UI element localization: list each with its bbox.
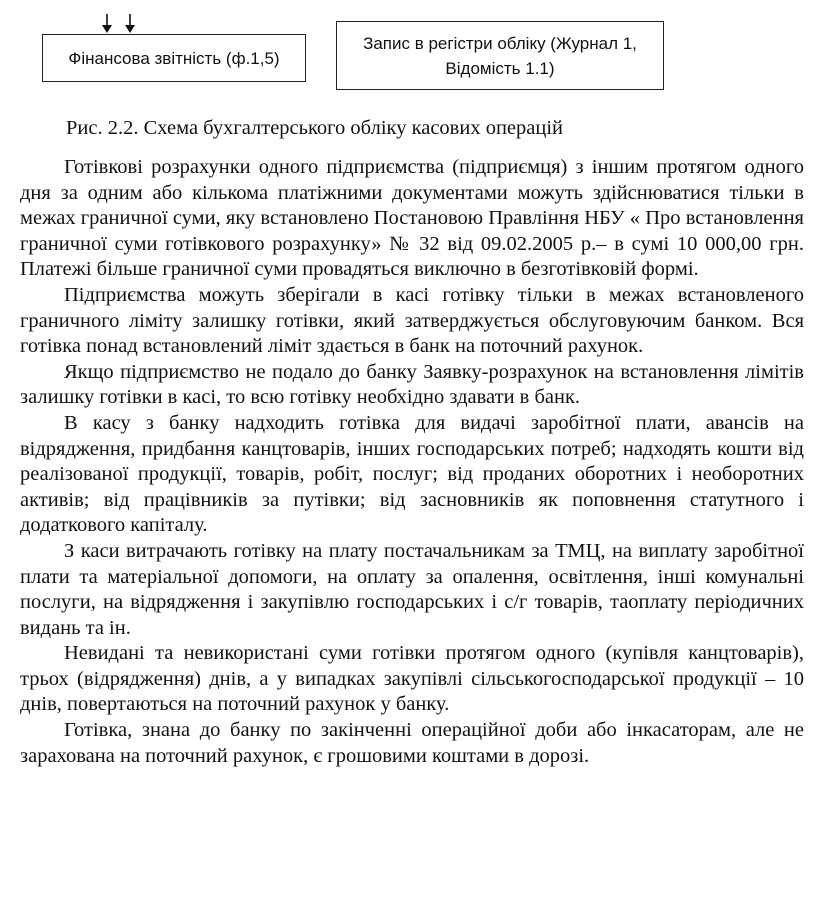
financial-statements-label: Фінансова звітність (ф.1,5)	[68, 48, 280, 68]
paragraph: З каси витрачають готівку на плату постачальникам за ТМЦ, на виплату заробітної плати та матеріальної допомоги, на оплату за опалення, освітлення, інші комунальні послуги, на відрядження і закупівлю господарських і с/г товарів, таоплату періодичних видань та ін.	[20, 539, 804, 639]
financial-statements-box	[42, 34, 306, 82]
paragraph: Якщо підприємство не подало до банку Заявку-розрахунок на встановлення лімітів залишку готівки в касі, то всю готівку необхідно здавати в банк.	[20, 360, 804, 409]
figure-caption: Рис. 2.2. Схема бухгалтерського обліку касових операцій	[66, 117, 563, 139]
paragraph: Готівкові розрахунки одного підприємства (підприємця) з іншим протягом одного дня за одним або кількома платіжними документами можуть здійснюватися тільки в межах граничної суми, яку встановлено Постановою Правління НБУ « Про встановлення граничної суми готівкового розрахунку» № 32 від 09.02.2005 р.– в сумі 10 000,00 грн. Платежі більше граничної суми провадяться виключно в безготівковій формі.	[20, 156, 804, 281]
register-entry-box	[336, 21, 664, 90]
register-entry-label-line1: Запис в регістри обліку (Журнал 1,	[363, 33, 637, 53]
register-entry-label-line2: Відомість 1.1)	[445, 58, 555, 78]
paragraph: В касу з банку надходить готівка для видачі заробітної плати, авансів на відрядження, придбання канцтоварів, інших господарських потреб; надходять кошти від реалізованої продукції, товарів, робіт, послуг; від проданих оборотних і необоротних активів; від працівників за путівки; від засновників як поповнення статутного і додаткового капіталу.	[20, 411, 804, 537]
paragraph: Готівка, знана до банку по закінченні операційної доби або інкасаторам, але не зарахована на поточний рахунок, є грошовими коштами в дорозі.	[20, 719, 804, 767]
arrow-down-icon	[101, 14, 113, 34]
paragraph: Підприємства можуть зберігали в касі готівку тільки в межах встановленого граничного ліміту залишку готівки, який затверджується обслуговуючим банком. Вся готівка понад встановлений ліміт здається в банк на поточний рахунок.	[20, 283, 804, 358]
arrow-down-icon	[124, 14, 136, 34]
paragraph: Невидані та невикористані суми готівки протягом одного (купівля канцтоварів), трьох (відрядження) днів, а у випадках закупівлі сільськогосподарської продукції – 10 днів, повертаються на поточний рахунок у банку.	[20, 642, 804, 716]
body-text	[20, 155, 804, 769]
